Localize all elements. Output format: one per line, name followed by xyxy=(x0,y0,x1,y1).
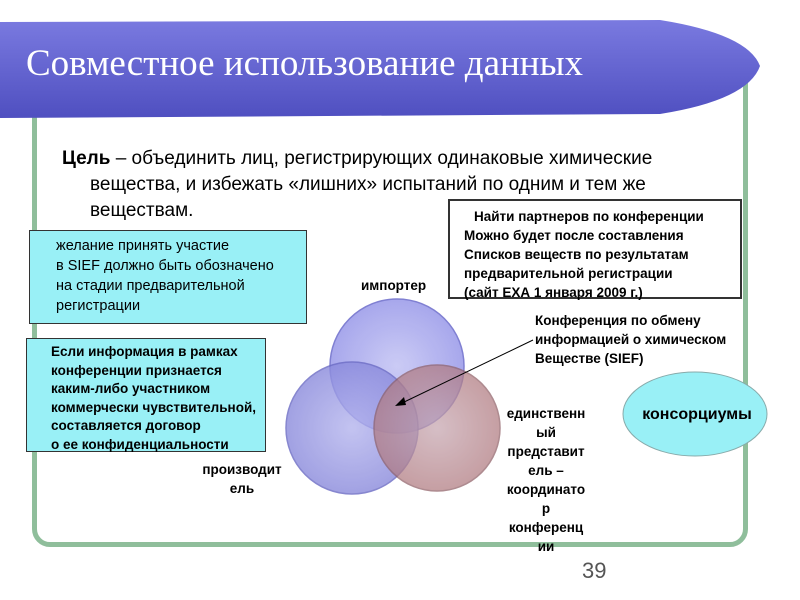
page-number: 39 xyxy=(582,558,607,583)
confidentiality-box xyxy=(26,338,266,452)
sief-label-line: Конференция по обмену xyxy=(535,313,701,328)
sief-conference-label xyxy=(535,311,726,368)
participation-line: в SIEF должно быть обозначено xyxy=(56,258,274,274)
representative-label-line: ии xyxy=(537,539,555,554)
partners-line: (сайт ЕХА 1 января 2009 г.) xyxy=(464,285,643,300)
partners-line: Можно будет после составления xyxy=(464,228,684,243)
confidentiality-line: коммерчески чувствительной, xyxy=(51,399,256,415)
participation-line: желание принять участие xyxy=(56,238,230,254)
partners-box xyxy=(448,199,742,299)
producer-label xyxy=(194,460,290,498)
confidentiality-line: каким-либо участником xyxy=(51,381,211,396)
representative-label-line: координато xyxy=(506,482,586,497)
sief-label-line: информацией о химическом xyxy=(535,332,727,347)
importer-label: импортер xyxy=(361,278,427,293)
producer-label-line: ель xyxy=(229,481,255,496)
goal-label: Цель xyxy=(62,148,111,169)
partners-line: предварительной регистрации xyxy=(464,266,673,281)
representative-label xyxy=(506,404,586,556)
representative-label-line: конференц xyxy=(508,520,584,535)
representative-label-line: ый xyxy=(536,425,556,440)
representative-label-line: р xyxy=(541,501,551,516)
partners-line: Найти партнеров по конференции xyxy=(474,209,704,224)
goal-text: – объединить лиц, регистрирующих одинаковые химические вещества, и избежать «лишних» испытаний по одним и тем же веществам. xyxy=(90,148,653,221)
consortia-label: консорциумы xyxy=(642,406,752,423)
sief-label-line: Веществе (SIEF) xyxy=(535,351,644,366)
representative-circle xyxy=(374,365,500,491)
representative-label-line: единственн xyxy=(506,406,586,421)
confidentiality-line: Если информация в рамках xyxy=(51,344,238,359)
participation-line: регистрации xyxy=(56,298,141,314)
participation-box xyxy=(29,230,307,324)
partners-line: Списков веществ по результатам xyxy=(464,247,689,262)
confidentiality-line: конференции признается xyxy=(51,362,222,378)
producer-label-line: производит xyxy=(202,462,282,477)
representative-label-line: ель – xyxy=(528,463,564,478)
slide-title: Совместное использование данных xyxy=(26,43,583,84)
participation-line: на стадии предварительной xyxy=(56,278,245,294)
representative-label-line: представит xyxy=(507,444,585,459)
confidentiality-line: составляется договор xyxy=(51,418,201,433)
confidentiality-line: о ее конфиденциальности xyxy=(51,436,229,452)
